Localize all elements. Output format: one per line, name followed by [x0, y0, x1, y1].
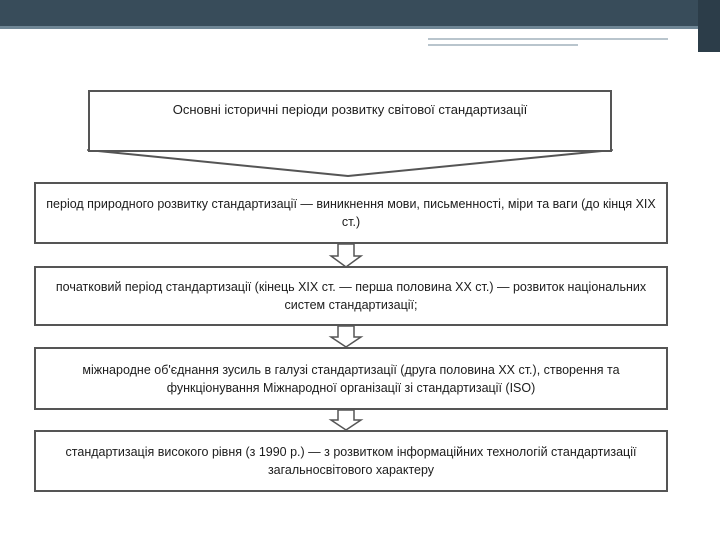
diagram-title-box [88, 90, 612, 152]
title-down-arrow [88, 150, 612, 176]
connector-arrow-3 [331, 410, 361, 430]
period-text-4: стандартизація високого рівня (з 1990 р.) — з розвитком інформаційних технологій стандартизації загальносвітового характеру [65, 445, 637, 477]
period-text-3: міжнародне об'єднання зусиль в галузі стандартизації (друга половина XX ст.), створення та функціонування Міжнародної організації зі стандартизації (ISO) [82, 362, 620, 395]
connector-arrow-1 [331, 244, 361, 267]
period-text-2: початковий період стандартизації (кінець XIX ст. — перша половина XX ст.) — розвиток національних систем стандартизації; [55, 280, 647, 312]
period-text-1: період природного розвитку стандартизації — виникнення мови, письменності, міри та ваги (до кінця XIX ст.) [46, 197, 656, 229]
period-box-1 [34, 182, 668, 244]
connector-arrow-2 [331, 326, 361, 347]
period-box-3 [34, 347, 668, 410]
period-box-2 [34, 266, 668, 326]
period-box-4 [34, 430, 668, 492]
diagram-title: Основні історичні періоди розвитку світової стандартизації [172, 102, 528, 117]
